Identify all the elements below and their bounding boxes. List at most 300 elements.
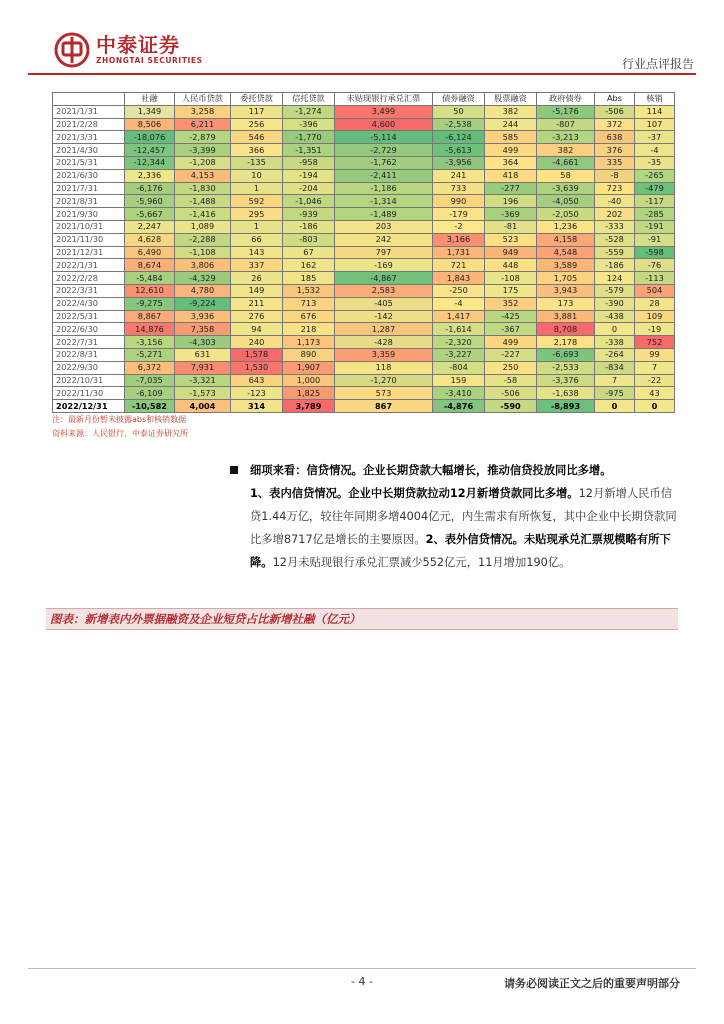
point1-heading: 1、表内信贷情况。企业中长期贷款拉动12月新增贷款同比多增。 <box>250 487 579 500</box>
value-cell: -4,329 <box>175 272 231 285</box>
value-cell: -135 <box>231 156 283 169</box>
value-cell: -3,213 <box>537 131 595 144</box>
date-cell: 2021/1/31 <box>53 105 125 118</box>
value-cell: -186 <box>595 259 635 272</box>
header-divider <box>28 73 696 75</box>
value-cell: 1,530 <box>231 361 283 374</box>
value-cell: 499 <box>485 336 537 349</box>
value-cell: -528 <box>595 233 635 246</box>
value-cell: -2,320 <box>433 336 485 349</box>
value-cell: 0 <box>635 400 675 413</box>
value-cell: 504 <box>635 284 675 297</box>
value-cell: -5,176 <box>537 105 595 118</box>
value-cell: 382 <box>485 105 537 118</box>
value-cell: 295 <box>231 208 283 221</box>
value-cell: -4,050 <box>537 195 595 208</box>
value-cell: 196 <box>485 195 537 208</box>
table-row <box>53 144 675 157</box>
value-cell: 99 <box>635 348 675 361</box>
value-cell: -590 <box>485 400 537 413</box>
table-row <box>53 156 675 169</box>
value-cell: 143 <box>231 246 283 259</box>
value-cell: 643 <box>231 374 283 387</box>
value-cell: -4,876 <box>433 400 485 413</box>
value-cell: 185 <box>283 272 335 285</box>
table-row <box>53 195 675 208</box>
value-cell: -1,762 <box>335 156 433 169</box>
column-header: 未贴现银行承兑汇票 <box>335 93 433 106</box>
footer-divider <box>28 968 696 969</box>
value-cell: 3,943 <box>537 284 595 297</box>
value-cell: -1,208 <box>175 156 231 169</box>
value-cell: 0 <box>595 323 635 336</box>
value-cell: 2,583 <box>335 284 433 297</box>
value-cell: 202 <box>595 208 635 221</box>
value-cell: 2,336 <box>125 169 175 182</box>
value-cell: 114 <box>635 105 675 118</box>
value-cell: -3,410 <box>433 387 485 400</box>
value-cell: 676 <box>283 310 335 323</box>
value-cell: 1,907 <box>283 361 335 374</box>
value-cell: -2,538 <box>433 118 485 131</box>
value-cell: -1,573 <box>175 387 231 400</box>
value-cell: -8,893 <box>537 400 595 413</box>
value-cell: -22 <box>635 374 675 387</box>
value-cell: 949 <box>485 246 537 259</box>
value-cell: 890 <box>283 348 335 361</box>
value-cell: 8,867 <box>125 310 175 323</box>
value-cell: 218 <box>283 323 335 336</box>
date-cell: 2021/12/31 <box>53 246 125 259</box>
value-cell: 7 <box>635 361 675 374</box>
column-header: 债券融资 <box>433 93 485 106</box>
value-cell: -1,108 <box>175 246 231 259</box>
value-cell: -807 <box>537 118 595 131</box>
value-cell: 523 <box>485 233 537 246</box>
value-cell: -81 <box>485 220 537 233</box>
financing-table <box>52 92 675 413</box>
value-cell: -194 <box>283 169 335 182</box>
value-cell: 1 <box>231 182 283 195</box>
value-cell: -1,638 <box>537 387 595 400</box>
value-cell: -6,109 <box>125 387 175 400</box>
value-cell: -4 <box>433 297 485 310</box>
value-cell: 382 <box>537 144 595 157</box>
zhongtai-logo-icon <box>54 32 90 68</box>
column-header <box>53 93 125 106</box>
value-cell: 8,506 <box>125 118 175 131</box>
value-cell: -396 <box>283 118 335 131</box>
value-cell: 1,843 <box>433 272 485 285</box>
value-cell: -179 <box>433 208 485 221</box>
table-body <box>53 105 675 412</box>
table-note: 注：最新月份暂未披露abs和核销数据 <box>52 415 187 424</box>
value-cell: 366 <box>231 144 283 157</box>
value-cell: 1,578 <box>231 348 283 361</box>
value-cell: 723 <box>595 182 635 195</box>
value-cell: 2,247 <box>125 220 175 233</box>
table-row <box>53 105 675 118</box>
value-cell: -2,288 <box>175 233 231 246</box>
value-cell: 250 <box>485 361 537 374</box>
value-cell: -91 <box>635 233 675 246</box>
value-cell: 448 <box>485 259 537 272</box>
value-cell: -204 <box>283 182 335 195</box>
value-cell: 4,628 <box>125 233 175 246</box>
value-cell: -1,186 <box>335 182 433 195</box>
value-cell: -37 <box>635 131 675 144</box>
value-cell: -598 <box>635 246 675 259</box>
value-cell: 337 <box>231 259 283 272</box>
column-header: 政府债券 <box>537 93 595 106</box>
value-cell: 26 <box>231 272 283 285</box>
table-row <box>53 233 675 246</box>
value-cell: 241 <box>433 169 485 182</box>
value-cell: -277 <box>485 182 537 195</box>
value-cell: 240 <box>231 336 283 349</box>
value-cell: -390 <box>595 297 635 310</box>
date-cell: 2021/3/31 <box>53 131 125 144</box>
table-row <box>53 220 675 233</box>
value-cell: 418 <box>485 169 537 182</box>
value-cell: 1,417 <box>433 310 485 323</box>
value-cell: 314 <box>231 400 283 413</box>
value-cell: 162 <box>283 259 335 272</box>
value-cell: 4,548 <box>537 246 595 259</box>
company-logo <box>54 30 203 70</box>
value-cell: 2,178 <box>537 336 595 349</box>
value-cell: 4,153 <box>175 169 231 182</box>
point2-text: 12月未贴现银行承兑汇票减少552亿元，11月增加190亿。 <box>272 556 571 569</box>
value-cell: 3,499 <box>335 105 433 118</box>
value-cell: -479 <box>635 182 675 195</box>
value-cell: 28 <box>635 297 675 310</box>
value-cell: 149 <box>231 284 283 297</box>
table-notes <box>52 413 188 441</box>
value-cell: 7 <box>595 374 635 387</box>
value-cell: 1,731 <box>433 246 485 259</box>
table-row <box>53 284 675 297</box>
value-cell: -6,176 <box>125 182 175 195</box>
column-header: 股票融资 <box>485 93 537 106</box>
value-cell: 1,236 <box>537 220 595 233</box>
table-row <box>53 182 675 195</box>
value-cell: 721 <box>433 259 485 272</box>
value-cell: -4,661 <box>537 156 595 169</box>
date-cell: 2021/7/31 <box>53 182 125 195</box>
value-cell: -975 <box>595 387 635 400</box>
value-cell: 12,610 <box>125 284 175 297</box>
value-cell: 3,359 <box>335 348 433 361</box>
value-cell: 3,806 <box>175 259 231 272</box>
value-cell: -506 <box>595 105 635 118</box>
value-cell: -5,613 <box>433 144 485 157</box>
value-cell: -2 <box>433 220 485 233</box>
value-cell: -369 <box>485 208 537 221</box>
date-cell: 2021/11/30 <box>53 233 125 246</box>
value-cell: -5,667 <box>125 208 175 221</box>
value-cell: 631 <box>175 348 231 361</box>
value-cell: -3,399 <box>175 144 231 157</box>
value-cell: -579 <box>595 284 635 297</box>
date-cell: 2022/4/30 <box>53 297 125 310</box>
value-cell: -506 <box>485 387 537 400</box>
page-number: - 4 - <box>351 975 373 988</box>
value-cell: 1,349 <box>125 105 175 118</box>
value-cell: 0 <box>595 400 635 413</box>
value-cell: -5,271 <box>125 348 175 361</box>
value-cell: 4,004 <box>175 400 231 413</box>
value-cell: 124 <box>595 272 635 285</box>
value-cell: -285 <box>635 208 675 221</box>
value-cell: -2,050 <box>537 208 595 221</box>
value-cell: 14,876 <box>125 323 175 336</box>
value-cell: -12,457 <box>125 144 175 157</box>
value-cell: -1,489 <box>335 208 433 221</box>
value-cell: -265 <box>635 169 675 182</box>
table-row <box>53 323 675 336</box>
value-cell: 364 <box>485 156 537 169</box>
value-cell: -6,124 <box>433 131 485 144</box>
value-cell: -1,351 <box>283 144 335 157</box>
value-cell: 3,589 <box>537 259 595 272</box>
value-cell: -1,770 <box>283 131 335 144</box>
value-cell: -1,416 <box>175 208 231 221</box>
value-cell: -4,303 <box>175 336 231 349</box>
value-cell: 499 <box>485 144 537 157</box>
value-cell: -3,321 <box>175 374 231 387</box>
value-cell: -113 <box>635 272 675 285</box>
value-cell: -338 <box>595 336 635 349</box>
value-cell: -76 <box>635 259 675 272</box>
value-cell: -40 <box>595 195 635 208</box>
value-cell: 94 <box>231 323 283 336</box>
value-cell: 8,674 <box>125 259 175 272</box>
value-cell: 713 <box>283 297 335 310</box>
value-cell: -3,156 <box>125 336 175 349</box>
value-cell: 107 <box>635 118 675 131</box>
value-cell: -2,879 <box>175 131 231 144</box>
value-cell: -333 <box>595 220 635 233</box>
value-cell: 211 <box>231 297 283 310</box>
value-cell: -5,114 <box>335 131 433 144</box>
value-cell: -186 <box>283 220 335 233</box>
table-row <box>53 336 675 349</box>
value-cell: -803 <box>283 233 335 246</box>
date-cell: 2021/4/30 <box>53 144 125 157</box>
table-row <box>53 118 675 131</box>
date-cell: 2022/10/31 <box>53 374 125 387</box>
value-cell: 117 <box>231 105 283 118</box>
table-row <box>53 169 675 182</box>
value-cell: -3,227 <box>433 348 485 361</box>
value-cell: -108 <box>485 272 537 285</box>
value-cell: 242 <box>335 233 433 246</box>
value-cell: 3,166 <box>433 233 485 246</box>
date-cell: 2021/8/31 <box>53 195 125 208</box>
table-row <box>53 208 675 221</box>
date-cell: 2021/9/30 <box>53 208 125 221</box>
value-cell: 4,780 <box>175 284 231 297</box>
value-cell: -142 <box>335 310 433 323</box>
table-row <box>53 272 675 285</box>
date-cell: 2022/7/31 <box>53 336 125 349</box>
column-header: 信托贷款 <box>283 93 335 106</box>
value-cell: 867 <box>335 400 433 413</box>
value-cell: 256 <box>231 118 283 131</box>
analysis-paragraph <box>250 459 680 574</box>
column-header: Abs <box>595 93 635 106</box>
value-cell: 990 <box>433 195 485 208</box>
value-cell: 335 <box>595 156 635 169</box>
value-cell: -6,693 <box>537 348 595 361</box>
table-row <box>53 297 675 310</box>
column-header: 人民币贷款 <box>175 93 231 106</box>
value-cell: -250 <box>433 284 485 297</box>
logo-en-text: ZHONGTAI SECURITIES <box>96 56 203 65</box>
column-header: 核销 <box>635 93 675 106</box>
value-cell: 3,881 <box>537 310 595 323</box>
value-cell: 585 <box>485 131 537 144</box>
point1-text: 12月新增人民币信贷1.44万亿，较往年同期多增4004亿元，内生需求有所恢复，其中企业中长期贷款同比多增8717亿是增长的主要原因。 <box>250 487 677 546</box>
value-cell: 109 <box>635 310 675 323</box>
value-cell: -5,960 <box>125 195 175 208</box>
value-cell: -18,076 <box>125 131 175 144</box>
value-cell: 58 <box>537 169 595 182</box>
date-cell: 2022/6/30 <box>53 323 125 336</box>
table-row <box>53 374 675 387</box>
date-cell: 2022/3/31 <box>53 284 125 297</box>
value-cell: -405 <box>335 297 433 310</box>
value-cell: -1,274 <box>283 105 335 118</box>
value-cell: -428 <box>335 336 433 349</box>
value-cell: 1,287 <box>335 323 433 336</box>
bullet-square-icon <box>230 466 238 474</box>
point2-heading: 2、表外信贷情况。未贴现承兑汇票规模略有所下降。 <box>250 533 671 569</box>
value-cell: 4,600 <box>335 118 433 131</box>
value-cell: 1,825 <box>283 387 335 400</box>
value-cell: -367 <box>485 323 537 336</box>
table-row <box>53 387 675 400</box>
value-cell: -35 <box>635 156 675 169</box>
column-header: 委托贷款 <box>231 93 283 106</box>
table-row <box>53 246 675 259</box>
value-cell: -19 <box>635 323 675 336</box>
data-source: 资料来源：人民银行，中泰证券研究所 <box>52 429 188 438</box>
value-cell: 118 <box>335 361 433 374</box>
date-cell: 2021/10/31 <box>53 220 125 233</box>
value-cell: 1,089 <box>175 220 231 233</box>
logo-cn-text: 中泰证券 <box>96 33 180 57</box>
value-cell: -939 <box>283 208 335 221</box>
value-cell: -8 <box>595 169 635 182</box>
value-cell: 7,931 <box>175 361 231 374</box>
value-cell: -5,484 <box>125 272 175 285</box>
table-header-row <box>53 93 675 106</box>
value-cell: 50 <box>433 105 485 118</box>
value-cell: 244 <box>485 118 537 131</box>
value-cell: -438 <box>595 310 635 323</box>
value-cell: -264 <box>595 348 635 361</box>
footer-disclaimer: 请务必阅读正文之后的重要声明部分 <box>504 977 680 990</box>
value-cell: 1,705 <box>537 272 595 285</box>
date-cell: 2021/6/30 <box>53 169 125 182</box>
value-cell: -425 <box>485 310 537 323</box>
value-cell: 3,936 <box>175 310 231 323</box>
value-cell: 752 <box>635 336 675 349</box>
value-cell: -4 <box>635 144 675 157</box>
column-header: 社融 <box>125 93 175 106</box>
value-cell: 7,358 <box>175 323 231 336</box>
value-cell: 3,789 <box>283 400 335 413</box>
value-cell: -4,867 <box>335 272 433 285</box>
value-cell: -123 <box>231 387 283 400</box>
date-cell: 2021/2/28 <box>53 118 125 131</box>
value-cell: 797 <box>335 246 433 259</box>
value-cell: -1,270 <box>335 374 433 387</box>
value-cell: 10 <box>231 169 283 182</box>
value-cell: -3,639 <box>537 182 595 195</box>
value-cell: 43 <box>635 387 675 400</box>
value-cell: 592 <box>231 195 283 208</box>
value-cell: 3,258 <box>175 105 231 118</box>
table-row <box>53 310 675 323</box>
value-cell: -227 <box>485 348 537 361</box>
value-cell: -1,314 <box>335 195 433 208</box>
value-cell: 203 <box>335 220 433 233</box>
value-cell: -2,411 <box>335 169 433 182</box>
value-cell: -804 <box>433 361 485 374</box>
date-cell: 2022/12/31 <box>53 400 125 413</box>
value-cell: -117 <box>635 195 675 208</box>
value-cell: 733 <box>433 182 485 195</box>
value-cell: 372 <box>595 118 635 131</box>
table-row <box>53 400 675 413</box>
value-cell: 6,490 <box>125 246 175 259</box>
table-row <box>53 348 675 361</box>
value-cell: -10,582 <box>125 400 175 413</box>
value-cell: 1,532 <box>283 284 335 297</box>
value-cell: 1,173 <box>283 336 335 349</box>
value-cell: -3,376 <box>537 374 595 387</box>
value-cell: -58 <box>485 374 537 387</box>
value-cell: 573 <box>335 387 433 400</box>
date-cell: 2022/11/30 <box>53 387 125 400</box>
table-row <box>53 131 675 144</box>
figure-title: 图表：新增表内外票据融资及企业短贷占比新增社融（亿元） <box>50 612 361 626</box>
value-cell: 159 <box>433 374 485 387</box>
date-cell: 2022/1/31 <box>53 259 125 272</box>
table-row <box>53 259 675 272</box>
value-cell: -1,046 <box>283 195 335 208</box>
value-cell: -9,275 <box>125 297 175 310</box>
value-cell: -7,035 <box>125 374 175 387</box>
date-cell: 2021/5/31 <box>53 156 125 169</box>
value-cell: -2,533 <box>537 361 595 374</box>
value-cell: 8,708 <box>537 323 595 336</box>
value-cell: -191 <box>635 220 675 233</box>
date-cell: 2022/9/30 <box>53 361 125 374</box>
report-type: 行业点评报告 <box>621 57 694 71</box>
date-cell: 2022/5/31 <box>53 310 125 323</box>
value-cell: -12,344 <box>125 156 175 169</box>
value-cell: 175 <box>485 284 537 297</box>
value-cell: 1,000 <box>283 374 335 387</box>
value-cell: 6,372 <box>125 361 175 374</box>
value-cell: 67 <box>283 246 335 259</box>
value-cell: -1,830 <box>175 182 231 195</box>
value-cell: 1 <box>231 220 283 233</box>
